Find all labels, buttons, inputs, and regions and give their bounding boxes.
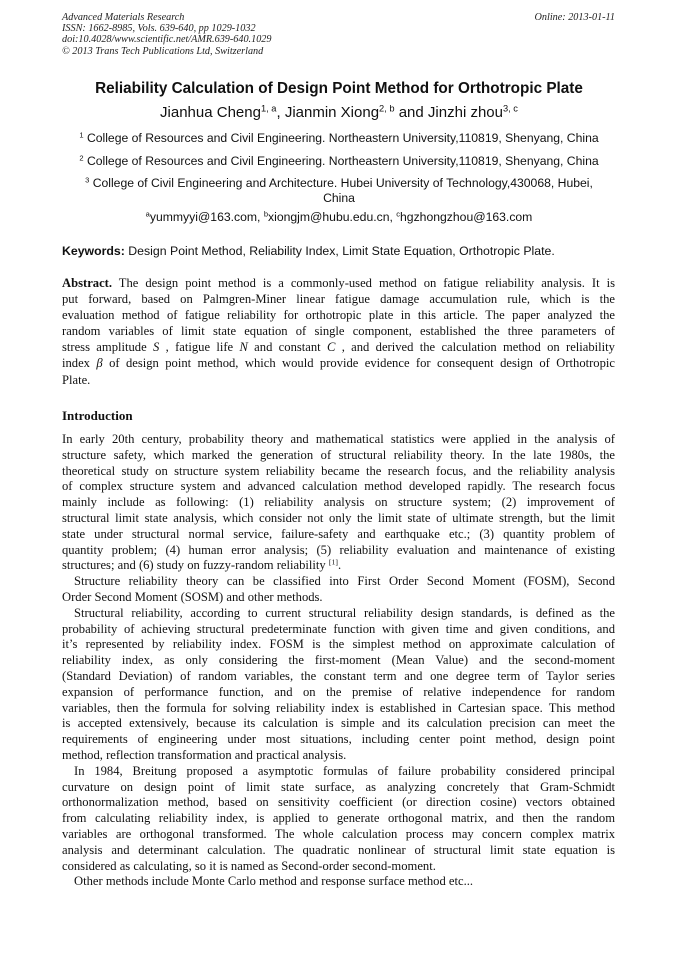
math-symbol: S — [152, 340, 160, 355]
text-line — [62, 432, 615, 448]
author-name: Jinzhi zhou — [427, 104, 503, 121]
author-name: Jianmin Xiong — [284, 104, 380, 121]
text-line — [62, 859, 615, 875]
affiliation-text: College of Resources and Civil Engineering. Northeastern University,110819, Shenyang, China — [86, 131, 599, 145]
author-sup: 1, a — [260, 103, 277, 114]
affiliation-sup: 1 — [79, 130, 84, 140]
text-run: method, reflection transformation and practical analysis. — [62, 747, 347, 762]
text-line — [62, 622, 615, 638]
running-header — [62, 12, 271, 57]
text-run: considered as calculating, so it is named as Second-order second-moment. — [62, 858, 436, 873]
text-run: theoretical study on structure system reliability became the research focus, and the reliability analysis — [62, 463, 615, 478]
text-run: index — [62, 356, 97, 371]
text-line — [62, 780, 615, 796]
text-run: curvature on design point of limit state surface, as analyzing concretely that Gram-Schmidt — [62, 779, 615, 794]
text-run: analysis and determinant calculation. The quadratic nonlinear of structural limit state equation is — [62, 842, 615, 857]
online-date: Online: 2013-01-11 — [534, 12, 615, 23]
text-run: (Standard Deviation) of random variables, the constant term and one degree term of Taylor series — [62, 668, 615, 683]
text-run: of design point method, which would provide evidence for consequent design of Orthotropic — [102, 356, 615, 371]
text-line — [62, 716, 615, 732]
text-line — [62, 653, 615, 669]
text-run: Structural reliability, according to current structural reliability design standards, is defined as the — [74, 605, 615, 620]
text-run: Plate. — [62, 372, 91, 387]
email: yummyyi@163.com, — [149, 210, 264, 224]
text-line — [62, 811, 615, 827]
text-run: and constant — [247, 340, 327, 355]
author-separator: and — [394, 104, 428, 121]
text-run: quantity problem; (4) human error analysis; (5) reliability evaluation and maintenance of existing — [62, 542, 615, 557]
email: hgzhongzhou@163.com — [400, 210, 533, 224]
text-run: , fatigue life — [159, 340, 240, 355]
doi: doi:10.4028/www.scientific.net/AMR.639-640.1029 — [62, 34, 272, 46]
text-run: requirements of engineering under most situations, including center point method, design point — [62, 732, 615, 747]
text-run: probability of achieving structural predeterminate function with given time and given conditions, and — [62, 621, 615, 636]
text-line — [62, 464, 615, 480]
math-symbol: N — [239, 340, 248, 355]
section-heading-introduction: Introduction — [62, 408, 133, 423]
text-run: expansion of performance function, and on the premise of relative independence for random — [62, 684, 615, 699]
text-line — [62, 543, 615, 559]
affiliation-text: College of Civil Engineering and Architecture. Hubei University of Technology,430068, Hubei, — [92, 176, 593, 190]
introduction-body — [62, 432, 615, 890]
text-run: put forward, based on Palmgren-Miner linear fatigue damage accumulation rule, which is the — [62, 292, 615, 307]
text-run: , and derived the calculation method on reliability — [335, 340, 615, 355]
copyright: © 2013 Trans Tech Publications Ltd, Switzerland — [62, 45, 264, 57]
paper-title: Reliability Calculation of Design Point Method for Orthotropic Plate — [95, 80, 583, 97]
author-separator: , — [276, 104, 285, 121]
text-line — [62, 827, 615, 843]
text-run: structure safety, which marked the generation of structural reliability theory. In the late 1980s, the — [62, 447, 615, 462]
text-run: it’s represented by reliability index. FOSM is the simplest method on approximate calculation of — [62, 637, 615, 652]
affiliation — [0, 131, 678, 145]
text-line — [62, 606, 615, 622]
text-line — [62, 355, 615, 371]
affiliation — [0, 154, 678, 168]
text-line — [62, 732, 615, 748]
text-line — [62, 701, 615, 717]
text-run: is accepted extensively, because its calculation is simple and its calculation precision can meet the — [62, 716, 615, 731]
text-run: random variables of limit state equation of single component, established the three parameters of — [62, 324, 615, 339]
email: xiongjm@hubu.edu.cn, — [268, 210, 397, 224]
email-sup: a — [145, 209, 150, 219]
text-line — [62, 275, 615, 291]
text-line — [62, 843, 615, 859]
math-symbol: β — [96, 356, 103, 371]
text-run: stress amplitude — [62, 340, 153, 355]
text-line — [62, 637, 615, 653]
affiliation-sup: 3 — [85, 175, 90, 185]
text-line — [62, 307, 615, 323]
affiliation — [0, 176, 678, 206]
text-line — [62, 479, 615, 495]
affiliation-text-cont: China — [323, 191, 355, 205]
abstract-label: Abstract. — [62, 276, 113, 290]
text-line — [62, 495, 615, 511]
email-list — [0, 210, 678, 224]
email-sup: b — [263, 209, 269, 219]
text-run: mainly include as following: (1) reliability analysis on structure system; (2) improvement of — [62, 495, 615, 510]
journal-name: Advanced Materials Research — [62, 12, 185, 23]
math-symbol: C — [326, 340, 336, 355]
text-line — [62, 291, 615, 307]
text-line — [62, 795, 615, 811]
text-line — [62, 685, 615, 701]
keywords-text: Design Point Method, Reliability Index, Limit State Equation, Orthotropic Plate. — [124, 244, 555, 258]
email-sup: c — [396, 209, 401, 219]
author-sup: 2, b — [379, 103, 395, 114]
text-run: Other methods include Monte Carlo method and response surface method etc... — [74, 874, 474, 889]
text-run: variables, then the formula for solving reliability index is established in Cartesian space. This method — [62, 700, 615, 715]
text-run: Structure reliability theory can be classified into First Order Second Moment (FOSM), Second — [74, 574, 615, 589]
text-run: variables are orthogonal transformed. The whole calculation process may concern complex matrix — [62, 826, 615, 841]
text-line — [62, 339, 615, 355]
text-line — [62, 527, 615, 543]
affiliation-sup: 2 — [79, 153, 84, 163]
text-run: Order Second Moment (SOSM) and other methods. — [62, 589, 323, 604]
text-line — [62, 590, 615, 606]
text-line — [62, 874, 615, 890]
text-run: state under structural normal service, failure-safety and earthquake etc.; (3) quantity problem of — [62, 526, 615, 541]
text-run: from calculating reliability index, is applied to generate orthogonal matrix, and then the random — [62, 811, 615, 826]
text-line — [62, 574, 615, 590]
author-list — [0, 104, 678, 121]
keywords-label: Keywords: — [62, 244, 125, 258]
text-line — [62, 748, 615, 764]
text-line — [62, 764, 615, 780]
affiliation-text: College of Resources and Civil Engineering. Northeastern University,110819, Shenyang, China — [86, 154, 599, 168]
text-run: In 1984, Breitung proposed a asymptotic formulas of failure probability considered principal — [74, 763, 615, 778]
text-run: In early 20th century, probability theory and mathematical statistics were applied in the analysis of — [62, 432, 615, 446]
text-run: The design point method is a commonly-used method on fatigue reliability analysis. It is — [118, 276, 615, 290]
text-run: reliability index, as only considering the first-moment (Mean Value) and the second-moment — [62, 653, 615, 668]
author-name: Jianhua Cheng — [160, 104, 261, 121]
citation-ref: [1] — [328, 558, 338, 567]
keywords — [62, 244, 555, 258]
issn: ISSN: 1662-8985, Vols. 639-640, pp 1029-1032 — [62, 23, 256, 35]
text-run: . — [337, 558, 342, 573]
text-line — [62, 323, 615, 339]
text-line — [62, 669, 615, 685]
text-run: orthonormalization method, based on sensitivity coefficient (or direction cosine) vectors obtained — [62, 795, 615, 810]
text-run: of complex structure system and advanced calculation method developed rapidly. The research focus — [62, 479, 615, 494]
text-run: evaluation method of fatigue reliability for orthotropic plate in this article. The paper analyzed the — [62, 308, 615, 323]
text-line — [62, 558, 615, 574]
text-line — [62, 372, 615, 388]
text-line — [62, 511, 615, 527]
abstract — [62, 275, 615, 388]
text-run: structures; and (6) study on fuzzy-random reliability — [62, 558, 329, 573]
author-sup: 3, c — [502, 103, 518, 114]
text-line — [62, 448, 615, 464]
text-run: structural limit state analysis, which consider not only the limit state of ultimate strength, but the limit — [62, 510, 615, 525]
